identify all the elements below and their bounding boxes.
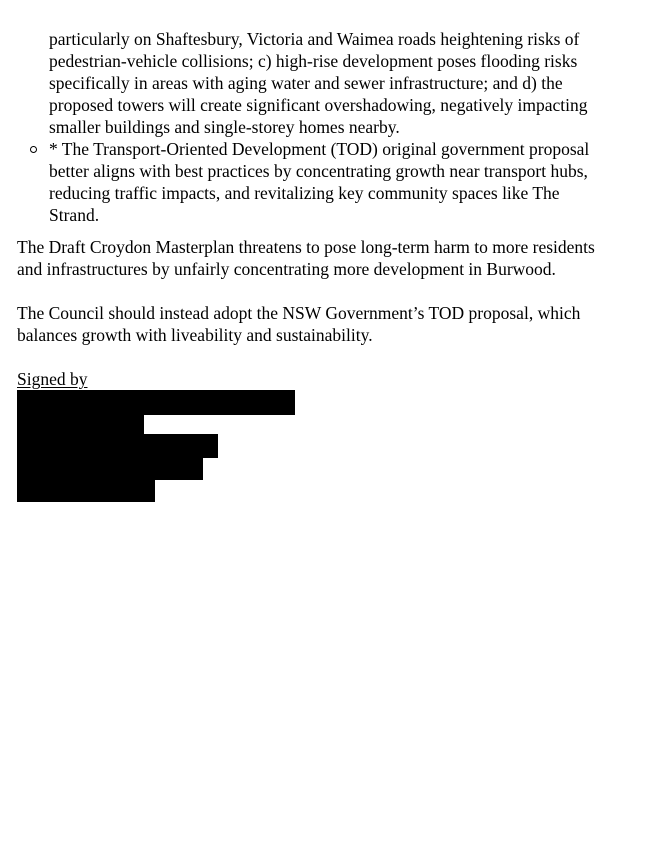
spacer [17, 226, 637, 236]
spacer [17, 280, 637, 302]
redaction-bar [17, 434, 218, 458]
list-line: proposed towers will create significant overshadowing, negatively impacting [49, 95, 588, 115]
list-item [17, 28, 637, 138]
list-line: pedestrian-vehicle collisions; c) high-rise development poses flooding risks [49, 51, 578, 71]
hollow-circle-bullet-icon [30, 146, 37, 153]
redaction-bar [17, 390, 295, 415]
list-item [17, 138, 637, 226]
list-line: better aligns with best practices by concentrating growth near transport hubs, [49, 161, 588, 181]
spacer [17, 346, 637, 368]
paragraph-line: balances growth with liveability and sustainability. [17, 325, 373, 345]
paragraph-line: and infrastructures by unfairly concentrating more development in Burwood. [17, 259, 556, 279]
bullet-list [17, 28, 637, 226]
paragraph-masterplan [17, 236, 637, 280]
paragraph-line: The Council should instead adopt the NSW Government’s TOD proposal, which [17, 303, 581, 323]
list-line: particularly on Shaftesbury, Victoria and Waimea roads heightening risks of [49, 29, 580, 49]
list-line: smaller buildings and single-storey homes nearby. [49, 117, 400, 137]
list-line: * The Transport-Oriented Development (TOD) original government proposal [49, 139, 590, 159]
list-line: specifically in areas with aging water and sewer infrastructure; and d) the [49, 73, 563, 93]
redaction-bar [17, 480, 155, 502]
document-page [17, 28, 637, 505]
redaction-bar [17, 458, 203, 480]
list-line: Strand. [49, 205, 100, 225]
redaction-bar [17, 415, 144, 434]
list-line: reducing traffic impacts, and revitalizing key community spaces like The [49, 183, 560, 203]
signature-redaction-block [17, 390, 637, 505]
signed-by-label: Signed by [17, 369, 88, 389]
paragraph-line: The Draft Croydon Masterplan threatens to pose long-term harm to more residents [17, 237, 595, 257]
paragraph-council [17, 302, 637, 346]
